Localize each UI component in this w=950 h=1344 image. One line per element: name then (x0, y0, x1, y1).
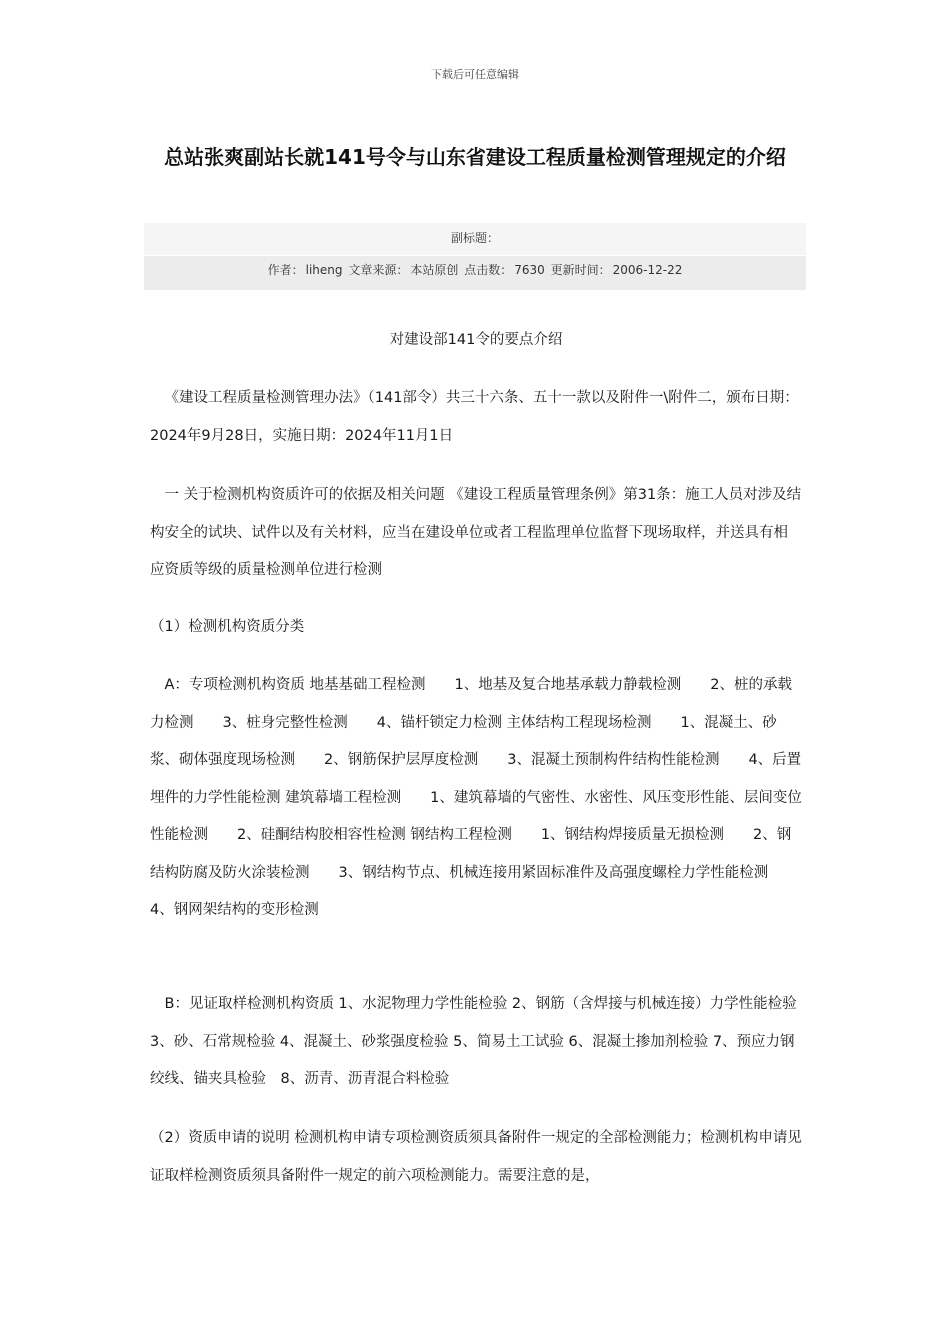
source-value: 本站原创 (410, 263, 459, 277)
article-title: 总站张爽副站长就141号令与山东省建设工程质量检测管理规定的介绍 (164, 145, 786, 169)
paragraph-block (150, 609, 802, 647)
updated-value: 2006-12-22 (612, 263, 683, 277)
clicks-label: 点击数： (464, 263, 513, 277)
paragraph-block (150, 380, 802, 455)
paragraph-section-one: 一 关于检测机构资质许可的依据及相关问题 《建设工程质量管理条例》第31条：施工人员对涉及结构安全的试块、试件以及有关材料，应当在建设单位或者工程监理单位监督下现场取样，并送具有相应资质等级的质量检测单位进行检测 (150, 487, 802, 578)
subtitle-row: 副标题： (144, 223, 806, 255)
paragraph-block (150, 1120, 802, 1195)
intro-heading: 对建设部141令的要点介绍 (389, 332, 563, 348)
heading-qualification-types: （1）检测机构资质分类 (150, 619, 305, 635)
paragraph-type-a: A：专项检测机构资质 地基基础工程检测 1、地基及复合地基承载力静载检测 2、桩的承载力检测 3、桩身完整性检测 4、锚杆锁定力检测 主体结构工程现场检测 1、混凝土、砂浆、砌体强度现场检测 2、钢筋保护层厚度检测 3、混凝土预制构件结构性能检测 4、后置埋件的力学性能检测 建筑幕墙工程检测 1、建筑幕墙的气密性、水密性、风压变形性能、层间变位性能检测 2、硅酮结构胶相容性检测 钢结构工程检测 1、钢结构焊接质量无损检测 2、钢结构防腐及防火涂装检测 3、钢结构节点、机械连接用紧固标准件及高强度螺栓力学性能检测 4、钢网架结构的变形检测 (150, 677, 802, 918)
article-info-row (144, 256, 806, 290)
paragraph-block (150, 477, 802, 590)
paragraph-application-notes: （2）资质申请的说明 检测机构申请专项检测资质须具备附件一规定的全部检测能力；检测机构申请见证取样检测资质须具备附件一规定的前六项检测能力。需要注意的是， (150, 1130, 802, 1184)
header-note: 下载后可任意编辑 (431, 68, 519, 81)
author-value: liheng (305, 263, 343, 277)
clicks-value: 7630 (514, 263, 545, 277)
paragraph-block (150, 986, 802, 1099)
paragraph-regulation: 《建设工程质量检测管理办法》（141部令）共三十六条、五十一款以及附件一\附件二，颁布日期：2024年9月28日，实施日期：2024年11月1日 (150, 390, 799, 444)
source-label: 文章来源： (348, 263, 409, 277)
paragraph-block (150, 667, 802, 930)
author-label: 作者： (267, 263, 304, 277)
intro-heading-block (150, 322, 802, 360)
paragraph-type-b: B：见证取样检测机构资质 1、水泥物理力学性能检验 2、钢筋（含焊接与机械连接）力学性能检验 3、砂、石常规检验 4、混凝土、砂浆强度检验 5、简易土工试验 6、混凝土掺加剂检验 7、预应力钢绞线、锚夹具检验 8、沥青、沥青混合料检验 (150, 996, 797, 1087)
updated-label: 更新时间： (550, 263, 611, 277)
